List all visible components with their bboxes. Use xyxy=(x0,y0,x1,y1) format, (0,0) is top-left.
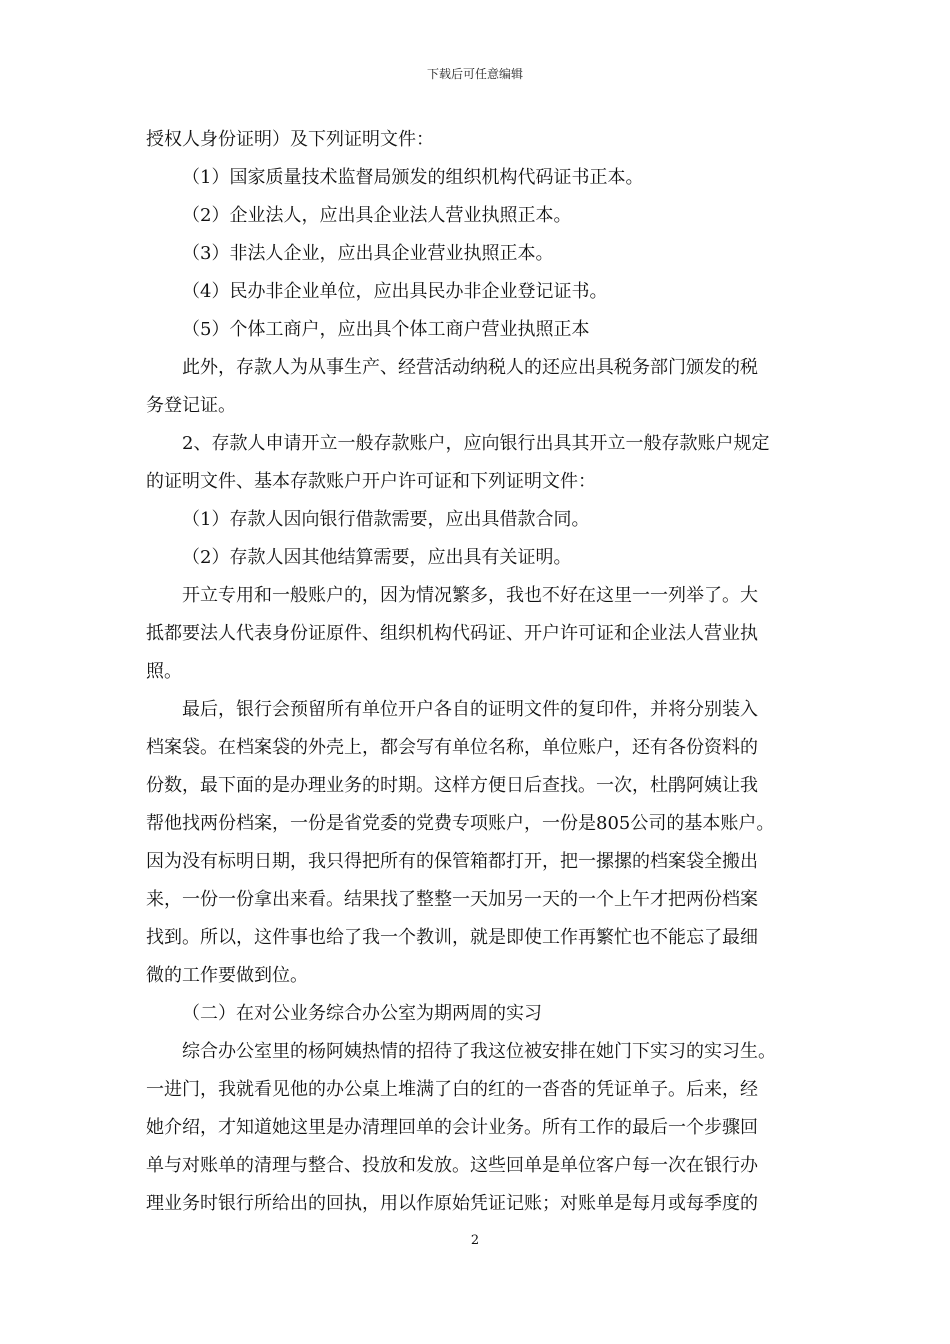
text-line: 一进门，我就看见他的办公桌上堆满了白的红的一沓沓的凭证单子。后来，经 xyxy=(146,1079,758,1100)
text-line: 理业务时银行所给出的回执，用以作原始凭证记账；对账单是每月或每季度的 xyxy=(146,1193,758,1214)
text-line: 照。 xyxy=(146,661,182,682)
list-item: （2）存款人因其他结算需要，应出具有关证明。 xyxy=(182,547,572,568)
paragraph-first-line: 此外，存款人为从事生产、经营活动纳税人的还应出具税务部门颁发的税 xyxy=(182,357,758,378)
text-line: 务登记证。 xyxy=(146,395,236,416)
paragraph-first-line: 最后，银行会预留所有单位开户各自的证明文件的复印件，并将分别装入 xyxy=(182,699,758,720)
document-body xyxy=(146,121,810,1223)
text-line: 帮他找两份档案，一份是省党委的党费专项账户，一份是805公司的基本账户。 xyxy=(146,813,775,834)
page-header: 下载后可任意编辑 xyxy=(426,67,523,81)
text-line: 微的工作要做到位。 xyxy=(146,965,308,986)
text-line: 授权人身份证明）及下列证明文件： xyxy=(146,129,434,150)
text-line: 抵都要法人代表身份证原件、组织机构代码证、开户许可证和企业法人营业执 xyxy=(146,623,758,644)
list-item: （5）个体工商户，应出具个体工商户营业执照正本 xyxy=(182,319,590,340)
list-item: （1）存款人因向银行借款需要，应出具借款合同。 xyxy=(182,509,590,530)
text-line: 来，一份一份拿出来看。结果找了整整一天加另一天的一个上午才把两份档案 xyxy=(146,889,758,910)
text-line: 单与对账单的清理与整合、投放和发放。这些回单是单位客户每一次在银行办 xyxy=(146,1155,758,1176)
text-line: 份数，最下面的是办理业务的时期。这样方便日后查找。一次，杜鹃阿姨让我 xyxy=(146,775,758,796)
page-number: 2 xyxy=(470,1233,480,1248)
list-item: （2）企业法人，应出具企业法人营业执照正本。 xyxy=(182,205,572,226)
text-line: 她介绍，才知道她这里是办清理回单的会计业务。所有工作的最后一个步骤回 xyxy=(146,1117,758,1138)
section-heading: （二）在对公业务综合办公室为期两周的实习 xyxy=(182,1003,542,1024)
text-line: 的证明文件、基本存款账户开户许可证和下列证明文件： xyxy=(146,471,596,492)
text-line: 找到。所以，这件事也给了我一个教训，就是即使工作再繁忙也不能忘了最细 xyxy=(146,927,758,948)
text-line: 档案袋。在档案袋的外壳上，都会写有单位名称，单位账户，还有各份资料的 xyxy=(146,737,758,758)
paragraph-first-line: 开立专用和一般账户的，因为情况繁多，我也不好在这里一一列举了。大 xyxy=(182,585,758,606)
list-item: （4）民办非企业单位，应出具民办非企业登记证书。 xyxy=(182,281,608,302)
paragraph-first-line: 综合办公室里的杨阿姨热情的招待了我这位被安排在她门下实习的实习生。 xyxy=(182,1041,776,1062)
list-item: （1）国家质量技术监督局颁发的组织机构代码证书正本。 xyxy=(182,167,644,188)
list-item: （3）非法人企业，应出具企业营业执照正本。 xyxy=(182,243,554,264)
paragraph-first-line: 2、存款人申请开立一般存款账户，应向银行出具其开立一般存款账户规定 xyxy=(182,433,770,454)
text-line: 因为没有标明日期，我只得把所有的保管箱都打开，把一摞摞的档案袋全搬出 xyxy=(146,851,758,872)
